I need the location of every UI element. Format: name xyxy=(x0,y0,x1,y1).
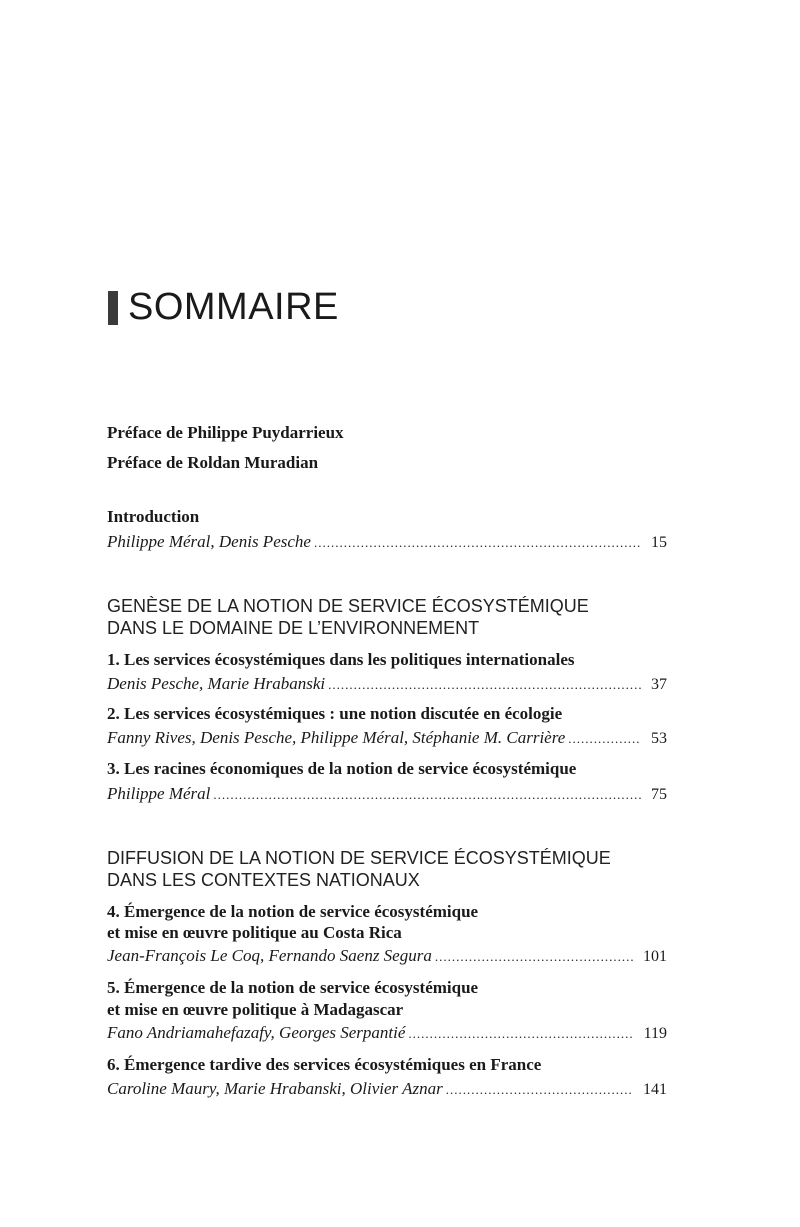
introduction-authors: Philippe Méral, Denis Pesche xyxy=(107,532,311,551)
chapter-1-entry xyxy=(107,673,667,696)
section-2-heading-line-2: DANS LES CONTEXTES NATIONAUX xyxy=(107,870,420,890)
introduction-entry xyxy=(107,531,667,554)
section-2-heading-line-1: DIFFUSION DE LA NOTION DE SERVICE ÉCOSYSTÉMIQUE xyxy=(107,848,611,868)
introduction-title: Introduction xyxy=(107,507,200,526)
chapter-3-title: 3. Les racines économiques de la notion de service écosystémique xyxy=(107,759,577,778)
preface-1: Préface de Philippe Puydarrieux xyxy=(107,423,344,442)
chapter-5-authors: Fano Andriamahefazafy, Georges Serpantié xyxy=(107,1023,406,1042)
chapter-6-title: 6. Émergence tardive des services écosystémiques en France xyxy=(107,1055,542,1074)
chapter-1-page: 37 xyxy=(651,676,667,693)
title-text: SOMMAIRE xyxy=(128,286,339,328)
chapter-4-entry xyxy=(107,945,667,968)
preface-2: Préface de Roldan Muradian xyxy=(107,453,319,472)
chapter-4-title-line-1: 4. Émergence de la notion de service écosystémique xyxy=(107,902,479,921)
chapter-5-title-line-1: 5. Émergence de la notion de service écosystémique xyxy=(107,978,479,997)
chapter-3-authors: Philippe Méral xyxy=(107,784,211,803)
chapter-2-authors: Fanny Rives, Denis Pesche, Philippe Méral, Stéphanie M. Carrière xyxy=(107,728,566,747)
chapter-6-authors: Caroline Maury, Marie Hrabanski, Olivier Aznar xyxy=(107,1079,443,1098)
chapter-2-title: 2. Les services écosystémiques : une notion discutée en écologie xyxy=(107,704,563,723)
chapter-4-title-line-2: et mise en œuvre politique au Costa Rica xyxy=(107,923,402,942)
leader-dots xyxy=(446,1079,633,1101)
chapter-6-page: 141 xyxy=(643,1081,667,1098)
chapter-2-page: 53 xyxy=(651,730,667,747)
leader-dots xyxy=(435,946,633,968)
chapter-1-title: 1. Les services écosystémiques dans les politiques internationales xyxy=(107,650,575,669)
page-title xyxy=(108,286,339,329)
chapter-2-entry xyxy=(107,727,667,750)
chapter-1-authors: Denis Pesche, Marie Hrabanski xyxy=(107,674,326,693)
section-1-heading-line-2: DANS LE DOMAINE DE L’ENVIRONNEMENT xyxy=(107,618,480,638)
chapter-4-authors: Jean-François Le Coq, Fernando Saenz Segura xyxy=(107,946,432,965)
leader-dots xyxy=(568,728,641,750)
chapter-3-entry xyxy=(107,783,667,806)
title-bar-mark xyxy=(108,291,118,325)
leader-dots xyxy=(408,1023,633,1045)
section-1-heading-line-1: GENÈSE DE LA NOTION DE SERVICE ÉCOSYSTÉMIQUE xyxy=(107,596,589,616)
chapter-5-page: 119 xyxy=(643,1025,667,1042)
chapter-4-page: 101 xyxy=(643,948,667,965)
leader-dots xyxy=(213,784,641,806)
chapter-5-entry xyxy=(107,1022,667,1045)
chapter-6-entry xyxy=(107,1078,667,1101)
leader-dots xyxy=(328,674,641,696)
chapter-3-page: 75 xyxy=(651,786,667,803)
chapter-5-title-line-2: et mise en œuvre politique à Madagascar xyxy=(107,1000,404,1019)
introduction-page: 15 xyxy=(651,534,667,551)
leader-dots xyxy=(314,532,641,554)
